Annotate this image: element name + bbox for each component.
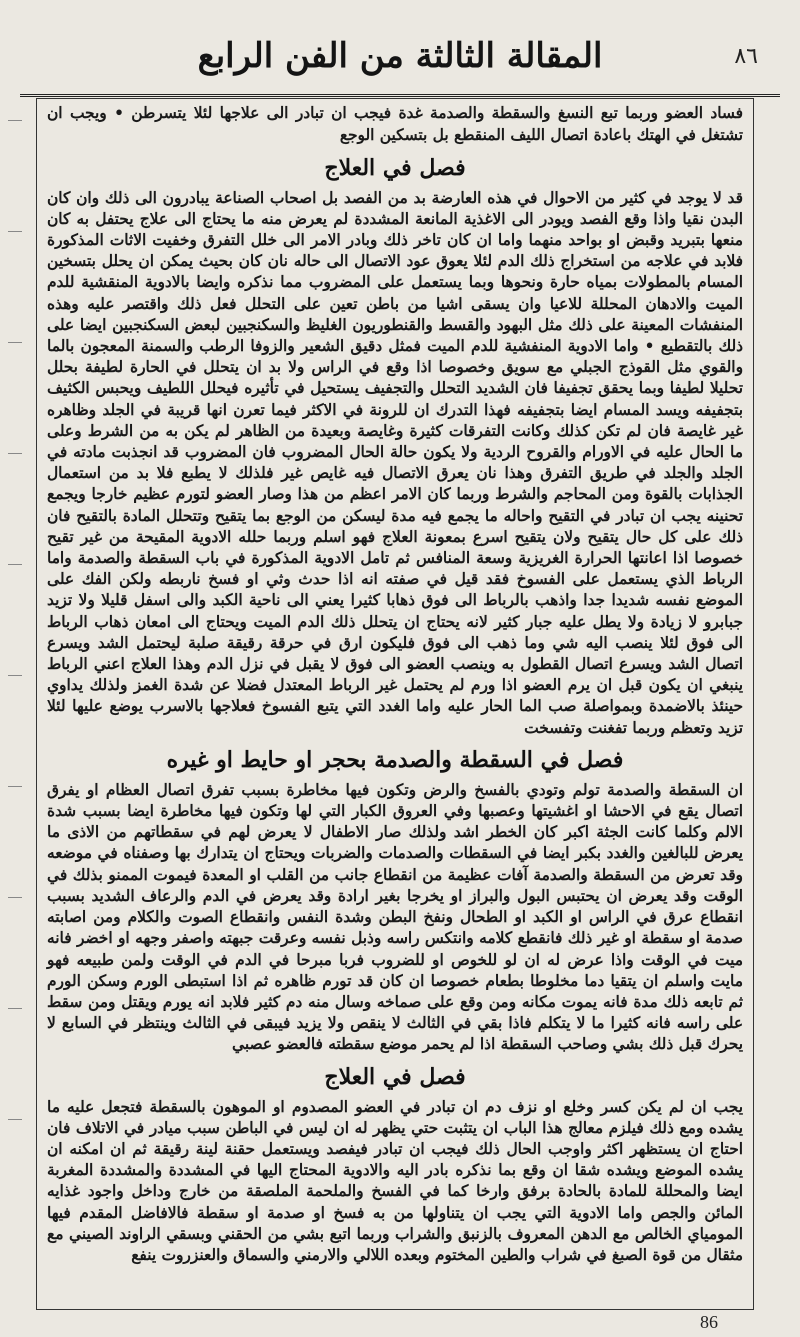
section-heading-treatment-1: فصل في العلاج <box>324 154 466 181</box>
page-header <box>20 30 780 97</box>
running-title: المقالة الثالثة من الفن الرابع <box>197 36 603 76</box>
section-2-paragraph: ان السقطة والصدمة تولم وتودي بالفسخ والرض وتكون فيها مخاطرة بسبب تفرق اتصال العظام او يفرق اتصال يقع في الاحشا او اغشيتها وعصبها وفي العروق الكبار التي لها وتكون فيها مخاطرة ايضا بسبب شدة الالم وكلما كانت الجثة اكبر كان الخطر اشد ولذلك صار الاطفال لا يعرض لهم في سقطاتهم من الاذى ما يعرض للبالغين والغدد بكبر ايضا في السقطات والصدمات والضربات ويحتاج ان يتدارك بها وصفناه في موضعه وقد تعرض من السقطة والصدمة آفات عظيمة من انقطاع جانب من القلب او المعدة فيموت الممنو بذلك في الوقت وقد يعرض ان يحتبس البول والبراز او يخرجا بغير ارادة وقد يعرض في الدم والرعاف الشديد بسبب انقطاع عرق في الراس او الكبد او الطحال ونفخ البطن وشدة النفس وانقطاع الصوت والكلام ومن اصابته صدمة او سقطة او غير ذلك فانقطع كلامه وانتكس راسه وذبل نفسه وعرقت جبهته واصفر وجهه او اخضر فانه ميت في الوقت واذا عرض له ان لو للخوص او للضروب فربا مبرحا في الدم في الوقت ولمن طبيعه فهو مايت واسلم ان يتقيا دما مخلوطا بطعام خصوصا ان كان قد تورم ظاهره ثم اذا استبطى الورم وسكن الورم ثم تابعه ذلك مدة فانه يموت مكانه ومن وقع على صماخه وسال منه دم كثير فلابد انه يورم ويقتل ومن سقط على راسه فانه كثيرا ما لا يتكلم فاذا بقي في الثالث لا ينقص ولا يزيد فيبقى في الثالث وينتظر في السابع لا يحرك قبل ذلك بشي وصاحب السقطة اذا لم يحمر موضع سقطته فالعضو عصبي <box>47 780 743 1054</box>
section-heading-treatment-2: فصل في العلاج <box>324 1063 466 1090</box>
section-1-paragraph: قد لا يوجد في كثير من الاحوال في هذه العارضة بد من الفصد بل اصحاب الصناعة يبادرون الى ذلك وان كان البدن نقيا واذا وقع الفصد ويودر الى الاغذية المانعة المشددة لم يعرض منه ما يحتاج الى علاج يحتفل به كان منعها بتبريد وقبض او بواحد منهما واما ان كان تاخر ذلك وبادر الامر الى خلل التفرق وخفيت الاثات المذكورة فلابد في علاجه من استخراج ذلك الدم لئلا يعوق عود الاتصال الى حاله نان كان بحيث يمكن ان يحلل بتسخين المسام بالمطولات بمياه حارة ونحوها وبما يستعمل على المضروب مما نذكره وايضا بالادوية المنقشية للدم الميت والادهان المحللة للاعيا وان يسقى اشيا من باطن تعين على التحلل فعل ذلك واقتصر عليه وهذه المنفشات المعينة على ذلك مثل البهود والقسط والقنطوريون الغليظ والسكنجبين لبعض السكنجبين ايضا على ذلك بالتقطيع • واما الادوية المنفشية للدم الميت فمثل دقيق الشعير والزوفا الرطب والسمنة المعجون بالما والقوي مثل القوذج الجبلي مع سويق وخصوصا اذا وقع في الراس ولا بد ان يتحلل في الحارة لطيفة بحلل تحليلا لطيفا وبما يحقق تجفيفا فان الشديد التحلل والتجفيف يستحيل في تأثيره فيحلل اللطيف ويحبس الكثيف بتجفيفه ويسد المسام ايضا بتجفيفه فهذا التدرك ان للرونة في الاكثر فيما تعرن انها قريبة في الجلد وظاهره غير غايصة فان لم تكن كذلك وكانت التفرقات كثيرة وغايصة وبعيدة من الظاهر لم يكن به من الشرط وعلى ما الحال عليه في الاورام والقروح الردية ولا يكون حالة الحال المضروب فان المضروب قد انجذبت مادته في الجلد والجلد في طريق التفرق وهذا نان يعرق الاتصال فيه غايص غير فلذلك لا يطبع فلا بد من استعمال الجذابات بالقوة ومن المحاجم والشرط وربما كان الامر اعظم من هذا وصار العضو لتورم عظيم خارجا ويجمع تحنينه يجب ان تبادر في التقيح واحاله ما يجمع فيه مدة ليسكن من الوجع بما يتقيح وتتحلل المادة بالتقيح فان ذلك على كل حال يتقيح ولان يتقيح اسرع بمعونة العلاج فهو اسلم وربما حلله الادوية المقيحة من غير تقيح خصوصا اذا اعانتها الحرارة الغريزية وسعة المنافس ثم تامل الادوية المذكورة في باب السقطة والصدمة واما الرباط الذي يستعمل على الفسوخ فقد قيل في صفته انه اذا حدث وثي او فسخ ناربطه ولكن الفك على الموضع نفسه شديدا جدا واذهب بالرباط الى فوق ذهابا كثيرا يعني الى ناحية الكبد والى اسفل قليلا ولا تزيد جبابرو لا زيادة ولا يطل عليه جبار كثير لانه يحتاج ان يتحلل ذلك الدم الميت ويحتاج الى امعان ذهاب الرباط الى فوق لئلا ينصب اليه شي وما ذهب الى فوق فليكون ارق في حرقة رقيقة صلبة ليحتمل الشد ويسرع اتصال الشد ويسرع اتصال القطول به وينصب العضو الى فوق لا يقبل في نزل الدم وهذا العلاج اعني الرباط ينبغي ان يكون قبل ان يرم العضو اذا ورم لم يحتمل غير الرباط المعتدل فضلا عن شدة الغمز ولذلك يداوي حينئذ بالاضمدة وبمواصلة صب الما الحار عليه واما الغدد التي يتبع الفسوخ فعلاجها بالاسرب يوضع عليها لئلا تزيد وتعظم وربما تفغنت وتفسخت <box>47 188 743 737</box>
page-number-top: ٨٦ <box>734 44 758 69</box>
text-frame <box>36 98 754 1310</box>
section-heading-fall-and-impact: فصل في السقطة والصدمة بحجر او حايط او غيره <box>166 746 624 773</box>
section-3-paragraph: يجب ان لم يكن كسر وخلع او نزف دم ان تبادر في العضو المصدوم او الموهون بالسقطة فتجعل عليه ما يشده ومع ذلك فيلزم معالج هذا الباب ان يتثبت حتي يظهر له ان ليس في الباطن سبب ميادر في الاتلاف فان احتاج ان يستظهر اكثر واوجب الحال ذلك فيجب ان تبادر فيفصد ويستعمل حقنة لينة رقيقة ثم ان امكنه ان يشده الموضع ويشده شقا ان وقع بما نذكره بادر اليه والادوية المحتاج اليها في المشددة والمشددة المغربة ايضا والمحللة للمادة بالحادة برفق وارخا كما في الفسخ والملحمة الملصقة من خارج وداخل واجود غذايه المائن والجص واما الادوية التي يجب ان يتناولها من به فسخ او صدمة او سقطة فالافاضل المقدم فيها المومياي الخالص مع الدهن المعروف بالزنبق والشراب وربما اتبع بشي من الحقني وبسقي الراوند الصيني مع مثقال من قوة الصبغ في شراب والطين المختوم وبعده اللالي والارمني والسماق والعنزروت ينفع <box>47 1097 743 1264</box>
page-number-bottom: 86 <box>700 1312 718 1332</box>
intro-paragraph: فساد العضو وربما تبع النسغ والسقطة والصدمة غدة فيجب ان تبادر الى علاجها لئلا يتسرطن • ويجب ان تشتغل في الهتك باعادة اتصال الليف المنقطع بل بتسكين الوجع <box>47 104 743 144</box>
gutter-marks <box>8 120 28 1300</box>
